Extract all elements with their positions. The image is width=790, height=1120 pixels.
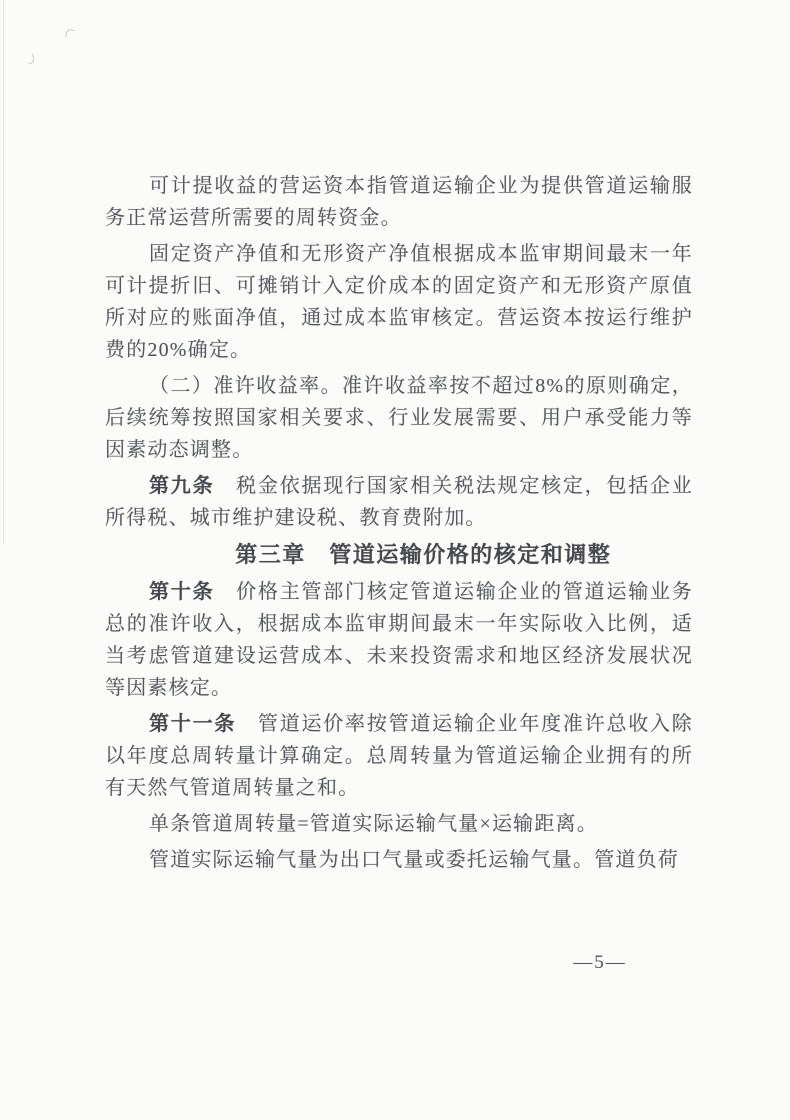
paragraph-article-11 xyxy=(105,708,693,804)
article-11-number: 第十一条 xyxy=(149,713,237,735)
scan-smudge-artifact xyxy=(65,28,75,39)
paragraph-permitted-return-rate: （二）准许收益率。准许收益率按不超过8%的原则确定，后续统筹按照国家相关要求、行业发展需要、用户承受能力等因素动态调整。 xyxy=(105,375,693,461)
page-number: —5— xyxy=(573,952,627,973)
scan-smudge-artifact xyxy=(26,53,35,64)
paragraph-actual-gas-volume: 管道实际运输气量为出口气量或委托运输气量。管道负荷 xyxy=(149,849,679,871)
article-9-number: 第九条 xyxy=(149,475,215,497)
paragraph-article-9 xyxy=(105,470,693,534)
paragraph-working-capital: 可计提收益的营运资本指管道运输企业为提供管道运输服务正常运营所需要的周转资金。 xyxy=(105,175,693,229)
paragraph-turnover-formula: 单条管道周转量=管道实际运输气量×运输距离。 xyxy=(149,813,598,835)
article-11-text: 管道运价率按管道运输企业年度准许总收入除以年度总周转量计算确定。总周转量为管道运输企业拥有的所有天然气管道周转量之和。 xyxy=(105,713,693,799)
paragraph-article-10 xyxy=(105,576,693,704)
document-body xyxy=(105,170,693,880)
article-10-number: 第十条 xyxy=(149,581,215,603)
chapter-3-heading: 第三章 管道运输价格的核定和调整 xyxy=(235,542,612,567)
paragraph-net-asset-value: 固定资产净值和无形资产净值根据成本监审期间最末一年可计提折旧、可摊销计入定价成本的固定资产和无形资产原值所对应的账面净值，通过成本监审核定。营运资本按运行维护费的20%确定。 xyxy=(105,243,693,361)
article-9-text: 税金依据现行国家相关税法规定核定，包括企业所得税、城市维护建设税、教育费附加。 xyxy=(105,475,693,529)
scan-edge-artifact xyxy=(3,0,4,545)
article-10-text: 价格主管部门核定管道运输企业的管道运输业务总的准许收入，根据成本监审期间最末一年实际收入比例，适当考虑管道建设运营成本、未来投资需求和地区经济发展状况等因素核定。 xyxy=(105,581,693,699)
